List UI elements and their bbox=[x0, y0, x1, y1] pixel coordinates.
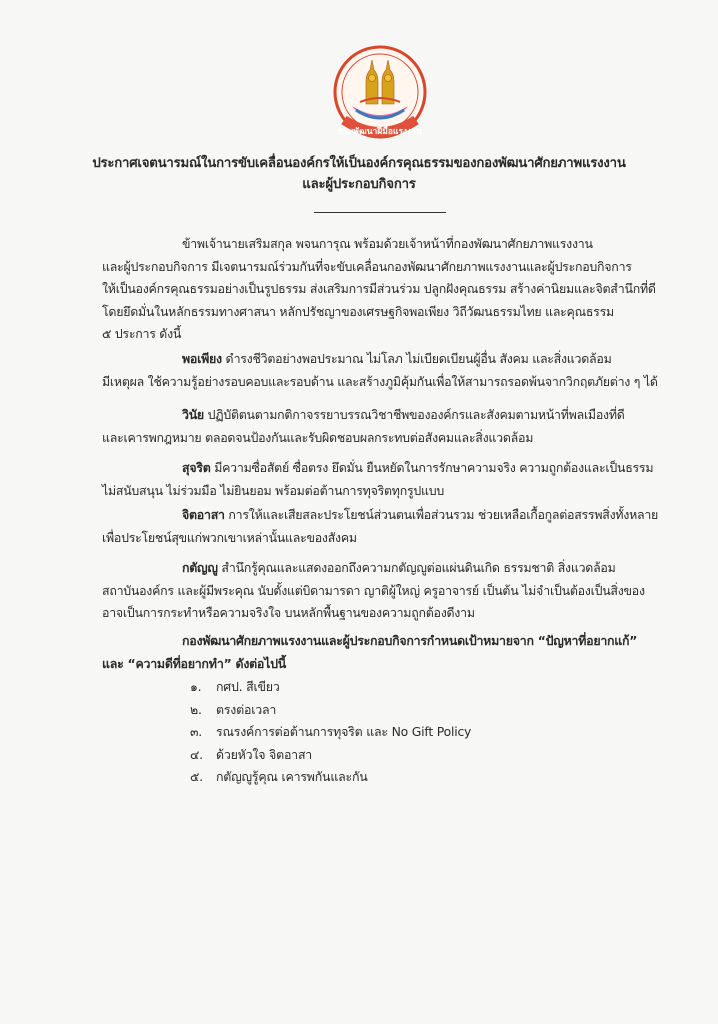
title-divider bbox=[314, 212, 446, 213]
virtue-text: สำนึกรู้คุณและแสดงออกถึงความกตัญญูต่อแผ่นดินเกิด ธรรมชาติ สิ่งแวดล้อม bbox=[217, 560, 616, 575]
list-item bbox=[190, 744, 471, 767]
list-item-number: ๓. bbox=[190, 724, 203, 739]
virtue-line: อาจเป็นการกระทำหรือความจริงใจ บนหลักพื้นฐานของความถูกต้องดีงาม bbox=[102, 605, 475, 620]
virtue-discipline bbox=[102, 404, 692, 449]
intro-line: ให้เป็นองค์กรคุณธรรมอย่างเป็นรูปธรรม ส่งเสริมการมีส่วนร่วม ปลูกฝังคุณธรรม สร้างค่านิยมและจิตสำนึกที่ดี bbox=[102, 281, 656, 296]
list-item-number: ๔. bbox=[190, 746, 203, 762]
virtue-first-line bbox=[102, 557, 692, 580]
department-emblem-logo bbox=[330, 44, 430, 144]
virtue-term: สุจริต bbox=[182, 460, 211, 475]
emblem-caption: กรมพัฒนาฝีมือแรงงาน bbox=[338, 127, 422, 137]
virtue-term: วินัย bbox=[182, 407, 204, 422]
list-item bbox=[190, 676, 471, 699]
virtue-first-line bbox=[102, 457, 692, 480]
virtue-line: และเคารพกฎหมาย ตลอดจนป้องกันและรับผิดชอบผลกระทบต่อสังคมและสิ่งแวดล้อม bbox=[102, 429, 534, 445]
goal-heading-line-1: กองพัฒนาศักยภาพแรงงานและผู้ประกอบกิจการกำหนดเป้าหมายจาก “ปัญหาที่อยากแก้” bbox=[182, 633, 638, 648]
intro-line: โดยยึดมั่นในหลักธรรมทางศาสนา หลักปรัชญาของเศรษฐกิจพอเพียง วิถีวัฒนธรรมไทย และคุณธรรม bbox=[102, 303, 614, 319]
virtue-term: จิตอาสา bbox=[182, 507, 225, 522]
list-item-text: ตรงต่อเวลา bbox=[216, 701, 277, 717]
list-item bbox=[190, 766, 471, 789]
list-item-text: ด้วยหัวใจ จิตอาสา bbox=[216, 746, 313, 762]
intro-line: และผู้ประกอบกิจการ มีเจตนารมณ์ร่วมกันที่จะขับเคลื่อนกองพัฒนาศักยภาพแรงงานและผู้ประกอบกิจการ bbox=[102, 258, 632, 274]
virtue-text: การให้และเสียสละประโยชน์ส่วนตนเพื่อส่วนรวม ช่วยเหลือเกื้อกูลต่อสรรพสิ่งทั้งหลาย bbox=[224, 507, 659, 522]
intro-line: ๕ ประการ ดังนี้ bbox=[102, 326, 182, 341]
virtue-term: กตัญญู bbox=[182, 560, 218, 575]
virtue-text: มีความซื่อสัตย์ ซื่อตรง ยึดมั่น ยืนหยัดในการรักษาความจริง ความถูกต้องและเป็นธรรม bbox=[210, 460, 654, 475]
intro-line: ข้าพเจ้านายเสริมสกุล พจนการุณ พร้อมด้วยเจ้าหน้าที่กองพัฒนาศักยภาพแรงงาน bbox=[182, 236, 593, 251]
virtue-text: ดำรงชีวิตอย่างพอประมาณ ไม่โลภ ไม่เบียดเบียนผู้อื่น สังคม และสิ่งแวดล้อม bbox=[221, 351, 612, 366]
list-item bbox=[190, 699, 471, 722]
list-item bbox=[190, 721, 471, 744]
virtue-line: มีเหตุผล ใช้ความรู้อย่างรอบคอบและรอบด้าน และสร้างภูมิคุ้มกันเพื่อให้สามารถรอดพ้นจากวิกฤตภัยต่าง ๆ ได้ bbox=[102, 373, 658, 389]
goal-heading-line-2: และ “ความดีที่อยากทำ” ดังต่อไปนี้ bbox=[102, 655, 286, 671]
virtue-line: ไม่สนับสนุน ไม่ร่วมมือ ไม่ยินยอม พร้อมต่อต้านการทุจริตทุกรูปแบบ bbox=[102, 482, 444, 498]
virtue-term: พอเพียง bbox=[182, 351, 222, 366]
goal-list bbox=[190, 676, 471, 789]
list-item-number: ๑. bbox=[190, 679, 202, 694]
virtue-line: เพื่อประโยชน์สุขแก่พวกเขาเหล่านั้นและของสังคม bbox=[102, 529, 357, 545]
goal-heading bbox=[102, 630, 692, 675]
announcement-title-line-1: ประกาศเจตนารมณ์ในการขับเคลื่อนองค์กรให้เป็นองค์กรคุณธรรมของกองพัฒนาศักยภาพแรงงาน bbox=[92, 156, 626, 171]
virtue-line: สถาบันองค์กร และผู้มีพระคุณ นับตั้งแต่บิดามารดา ญาติผู้ใหญ่ ครูอาจารย์ เป็นต้น ไม่จำเป็นต้องเป็นสิ่งของ bbox=[102, 582, 645, 598]
list-item-text: รณรงค์การต่อต้านการทุจริต และ No Gift Policy bbox=[216, 724, 472, 739]
virtue-first-line bbox=[102, 348, 692, 371]
virtue-honesty bbox=[102, 457, 692, 502]
virtue-gratitude bbox=[102, 557, 692, 625]
virtue-volunteer bbox=[102, 504, 692, 549]
list-item-text: กศป. สีเขียว bbox=[216, 679, 280, 694]
list-item-text: กตัญญูรู้คุณ เคารพกันและกัน bbox=[216, 769, 368, 784]
list-item-number: ๕. bbox=[190, 769, 203, 784]
virtue-sufficiency bbox=[102, 348, 692, 393]
list-item-number: ๒. bbox=[190, 701, 202, 717]
announcement-title-line-2: และผู้ประกอบกิจการ bbox=[302, 177, 416, 192]
virtue-first-line bbox=[102, 504, 692, 527]
virtue-text: ปฏิบัติตนตามกติกาจรรยาบรรณวิชาชีพขององค์กรและสังคมตามหน้าที่พลเมืองที่ดี bbox=[203, 407, 625, 422]
virtue-first-line bbox=[102, 404, 692, 427]
intro-paragraph bbox=[102, 233, 692, 346]
